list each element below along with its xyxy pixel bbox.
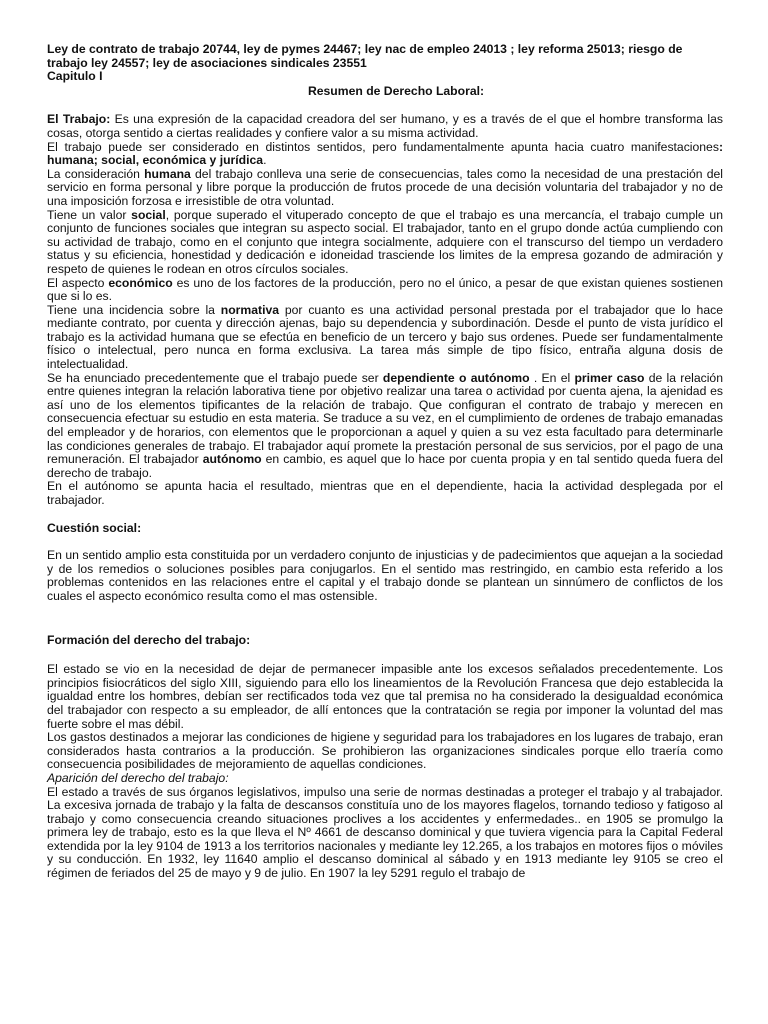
spacer <box>47 535 723 549</box>
paragraph-text: Se ha enunciado precedentemente que el trabajo puede ser <box>47 370 383 385</box>
laws-header-line-1: Ley de contrato de trabajo 20744, ley de pymes 24467; ley nac de empleo 24013 ; ley reforma 25013; riesgo de <box>47 42 683 56</box>
laws-header-line-2: trabajo ley 24557; ley de asociaciones sindicales 23551 <box>47 55 367 70</box>
paragraph-text: de la relación entre quienes integran la relación laborativa tiene por objetivo realizar una tarea o actividad por cuenta ajena, la ajenidad es así uno de los elementos tipificantes de la relación de trabajo. Que configuran el contrato de trabajo y merecen en consecuencia efectuar su estudio en esta materia. Se traduce a su vez, en el cumplimiento de ordenes de trabajo emanadas del empleador y de horarios, con elementos que le proporcionan a aquel y quien a su vez esta facultado para determinarle las condiciones generales de trabajo. El trabajador aquí promete la prestación personal de sus servicios, por el pago de una remuneración. El trabajador <box>47 370 723 467</box>
section-title-formacion: Formación del derecho del trabajo: <box>47 632 251 647</box>
paragraph-economico <box>47 277 723 304</box>
term-social: social <box>131 207 166 222</box>
term-manifestaciones: : humana; social, económica y jurídica <box>47 139 723 168</box>
paragraph-text: . En el <box>529 370 575 385</box>
paragraph-manifestaciones <box>47 141 723 168</box>
paragraph-text: es uno de los factores de la producción, pero no el único, a pesar de que existan quienes sostienen que si lo es. <box>47 275 724 304</box>
paragraph-text: El aspecto <box>47 275 109 290</box>
spacer <box>47 647 723 663</box>
paragraph-normativa <box>47 304 723 372</box>
spacer <box>47 508 723 522</box>
laws-header <box>47 43 723 84</box>
paragraph-cuestion-social: En un sentido amplio esta constituida por un verdadero conjunto de injusticias y de padecimientos que aquejan a la sociedad y de los remedios o soluciones posibles para conjugarlos. En el sentido mas restringido, en cambio esta referido a los problemas contenidos en las relaciones entre el capital y el trabajo donde se plantean un sinnúmero de conflictos de los cuales el aspecto económico resulta como el mas ostensible. <box>47 548 723 603</box>
paragraph-text: en cambio, es aquel que lo hace por cuenta propia y en tal sentido queda fuera del derecho de trabajo. <box>47 452 724 480</box>
paragraph-text: , porque superado el vituperado concepto de que el trabajo es una mercancía, el trabajo cumple un conjunto de funciones sociales que integran su aspecto social. El trabajador, tanto en el grupo donde actúa cumpliendo con su actividad de trabajo, como en el conjunto que integra socialmente, adquiere con el transcurso del tiempo un verdadero status y su eficiencia, honestidad y dedicación e idoneidad trasciende los limites de la empresa gozando de admiración y respeto de quienes le rodean en otros círculos sociales. <box>47 207 723 276</box>
term-primer-caso: primer caso <box>574 370 645 385</box>
paragraph-dependiente <box>47 372 723 481</box>
paragraph-text: por cuanto es una actividad personal prestada por el trabajador que lo hace mediante contrato, por cuenta y dirección ajenas, bajo su dependencia y subordinación. Desde el punto de vista jurídico el trabajo es la actividad humana que se efectúa en beneficio de un tercero y bajo sus ordenes. Puede ser fundamentalmente físico o intelectual, pero nunca en forma exclusiva. La tarea más simple de tipo físico, entraña alguna dosis de intelectualidad. <box>47 302 723 372</box>
term-normativa: normativa <box>220 302 280 317</box>
subheading-aparicion: Aparición del derecho del trabajo: <box>47 770 229 785</box>
term-humana: humana <box>144 166 191 181</box>
paragraph-text: . <box>263 153 267 168</box>
term-dependiente-autonomo: dependiente o autónomo <box>382 370 530 385</box>
paragraph-text: El trabajo puede ser considerado en distintos sentidos, pero fundamentalmente apunta hacia cuatro manifestaciones <box>47 139 719 154</box>
paragraph-text: Tiene un valor <box>47 207 132 222</box>
paragraph-humana <box>47 168 723 209</box>
document-title: Resumen de Derecho Laboral: <box>307 83 485 98</box>
paragraph-text: Tiene una incidencia sobre la <box>47 302 221 317</box>
term-economico: económico <box>108 275 173 290</box>
paragraph-social <box>47 209 723 277</box>
paragraph-text: La consideración <box>47 166 145 181</box>
paragraph-gastos: Los gastos destinados a mejorar las condiciones de higiene y seguridad para los trabajadores en los lugares de trabajo, eran considerados hasta contrarios a la producción. Se prohibieron las organizaciones sindicales porque ello traería como consecuencia posibilidades de mejoramiento de aquellas condiciones. <box>47 730 723 772</box>
spacer <box>47 604 723 634</box>
term-el-trabajo: El Trabajo: <box>47 112 111 127</box>
paragraph-aparicion: El estado a través de sus órganos legislativos, impulso una serie de normas destinadas a proteger el trabajo y al trabajador. La excesiva jornada de trabajo y la falta de descansos constituía uno de los mayores flagelos, tornando tedioso y fatigoso al trabajo y como consecuencia creando situaciones proclives a los accidentes y enfermedades.. en 1905 se promulgo la primera ley de trabajo, esto es la que lleva el Nº 4661 de descanso dominical y que tuviera vigencia para la Capital Federal extendida por la ley 9104 de 1913 a los territorios nacionales y mediante ley 12.265, a los trabajos en motores fijos o móviles y su conducción. En 1932, ley 11640 amplio el descanso dominical al sábado y en 1913 mediante ley 9105 se creo el régimen de feriados del 25 de mayo y 9 de julio. En 1907 la ley 5291 regulo el trabajo de <box>47 784 723 881</box>
paragraph-text: Es una expresión de la capacidad creadora del ser humano, y es a través de el que el hombre transforma las cosas, otorga sentido a ciertas realidades y confiere valor a su misma actividad. <box>47 112 723 140</box>
paragraph-text: del trabajo conlleva una serie de consecuencias, tales como la necesidad de una prestación del servicio en forma personal y libre porque la producción de frutos procede de una decisión voluntaria del trabajador y no de una imposición forzosa e irresistible de otra voluntad. <box>47 166 723 208</box>
term-autonomo: autónomo <box>202 452 262 467</box>
paragraph-autonomo-resultado: En el autónomo se apunta hacia el resultado, mientras que en el dependiente, hacia la actividad desplegada por el trabajador. <box>47 479 723 507</box>
section-title-cuestion-social: Cuestión social: <box>47 520 142 535</box>
document-body <box>47 43 723 881</box>
paragraph-estado: El estado se vio en la necesidad de dejar de permanecer impasible ante los excesos señalados precedentemente. Los principios fisiocráticos del siglo XIII, siguiendo para ello los lineamientos de la Revolución Francesa que dejo establecida la igualdad entre los hombres, debían ser rectificados toda vez que tal premisa no ha considerado la desigualdad económica del trabajador con respecto a su empleador, de allí entonces que la contratación se regia por imponer la voluntad del mas fuerte sobre el mas débil. <box>47 662 723 731</box>
chapter-label: Capitulo I <box>47 69 103 84</box>
paragraph-el-trabajo <box>47 113 723 140</box>
